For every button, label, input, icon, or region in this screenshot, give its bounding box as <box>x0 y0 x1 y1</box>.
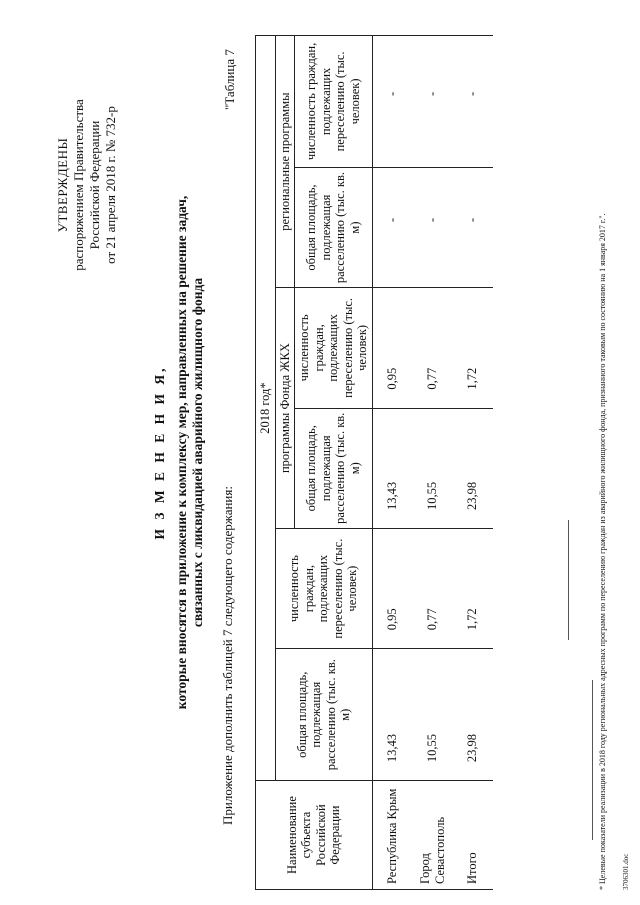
footnote: * Целевые показатели реализации в 2018 году региональных адресных программ по переселению граждан из аварийного жилищного фонда, признанного таковым по состоянию на 1 января 2017 г.". <box>598 213 607 890</box>
cell-regional-area: - <box>372 167 413 287</box>
cell-total-area: 13,43 <box>372 649 413 781</box>
intro-text: Приложение дополнить таблицей 7 следующего содержания: <box>220 486 235 825</box>
document-subtitle <box>174 40 206 865</box>
row-name: Итого <box>453 781 493 890</box>
header-year: 2018 год* <box>256 36 276 781</box>
cell-total-people: 0,95 <box>372 528 413 648</box>
cell-regional-area: - <box>453 167 493 287</box>
cell-total-area: 23,98 <box>453 649 493 781</box>
table-number: "Таблица 7 <box>222 49 237 110</box>
approval-line-2: Российской Федерации <box>87 120 102 250</box>
row-name: Город Севастополь <box>413 781 453 890</box>
cell-total-people: 0,77 <box>413 528 453 648</box>
cell-fund-area: 10,55 <box>413 408 453 528</box>
approval-stamp <box>55 65 119 305</box>
cell-fund-people: 0,77 <box>413 288 453 408</box>
approval-heading: УТВЕРЖДЕНЫ <box>55 137 70 233</box>
cell-regional-people: - <box>372 36 413 168</box>
header-fund-people: численность граждан, подлежащих переселению (тыс. человек) <box>295 288 373 408</box>
subtitle-line-2: связанных с ликвидацией аварийного жилищного фонда <box>190 277 205 628</box>
cell-regional-people: - <box>453 36 493 168</box>
document-id: 3706301.doc <box>622 853 630 890</box>
subtitle-line-1: которые вносятся в приложение к комплексу мер, направленных на решение задач, <box>174 195 189 710</box>
separator-line <box>568 520 569 640</box>
data-table <box>255 35 493 890</box>
header-total-area: общая площадь, подлежащая расселению (тыс. кв. м) <box>275 649 372 781</box>
header-total-people: численность граждан, подлежащих переселению (тыс. человек) <box>275 528 372 648</box>
cell-fund-area: 23,98 <box>453 408 493 528</box>
cell-fund-area: 13,43 <box>372 408 413 528</box>
approval-line-1: распоряжением Правительства <box>71 99 86 271</box>
cell-regional-people: - <box>413 36 453 168</box>
footnote-rule <box>592 680 593 840</box>
table-row <box>413 36 453 890</box>
cell-total-area: 10,55 <box>413 649 453 781</box>
cell-total-people: 1,72 <box>453 528 493 648</box>
cell-regional-area: - <box>413 167 453 287</box>
header-subject: Наименование субъекта Российской Федерации <box>256 781 373 890</box>
header-regional-programs: региональные программы <box>275 36 295 288</box>
table-row <box>372 36 413 890</box>
header-fund-programs: программы Фонда ЖКХ <box>275 288 295 529</box>
approval-line-3: от 21 апреля 2018 г. № 732-р <box>103 106 118 264</box>
header-regional-people: численность граждан, подлежащих переселению (тыс. человек) <box>295 36 373 168</box>
header-regional-area: общая площадь, подлежащая расселению (тыс. кв. м) <box>295 167 373 287</box>
document-title: И З М Е Н Е Н И Я, <box>152 365 167 540</box>
cell-fund-people: 1,72 <box>453 288 493 408</box>
row-name: Республика Крым <box>372 781 413 890</box>
header-fund-area: общая площадь, подлежащая расселению (тыс. кв. м) <box>295 408 373 528</box>
cell-fund-people: 0,95 <box>372 288 413 408</box>
table-row <box>453 36 493 890</box>
